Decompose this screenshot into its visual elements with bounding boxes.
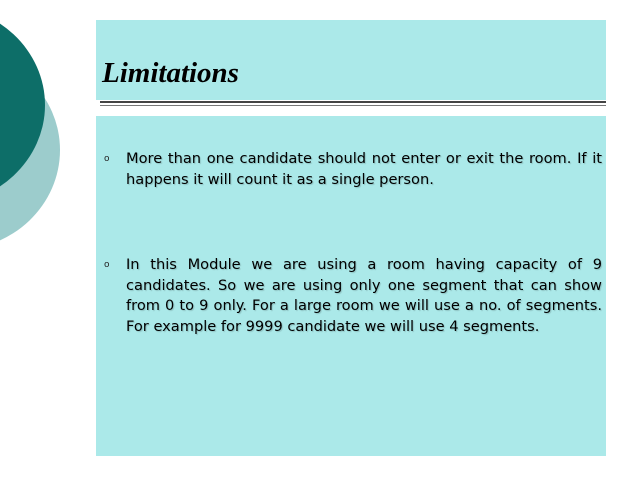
bullet-item (104, 149, 600, 190)
content-panel (96, 116, 606, 456)
bullet-marker-icon: o (104, 154, 110, 164)
title-panel (96, 20, 606, 100)
bullet-marker-icon: o (104, 260, 110, 270)
title-divider-thin (100, 105, 606, 106)
title-divider-thick (100, 101, 606, 103)
bullet-text: In this Module we are using a room having capacity of 9 candidates. So we are using only one segment that can show from 0 to 9 only. For a large room we will use a no. of segments. For example for 9999 candidate we will use 4 segments. (126, 256, 602, 335)
slide-title: Limitations (102, 57, 239, 89)
bullet-item (104, 255, 600, 337)
bullet-text: More than one candidate should not enter or exit the room. If it happens it will count it as a single person. (126, 150, 602, 188)
